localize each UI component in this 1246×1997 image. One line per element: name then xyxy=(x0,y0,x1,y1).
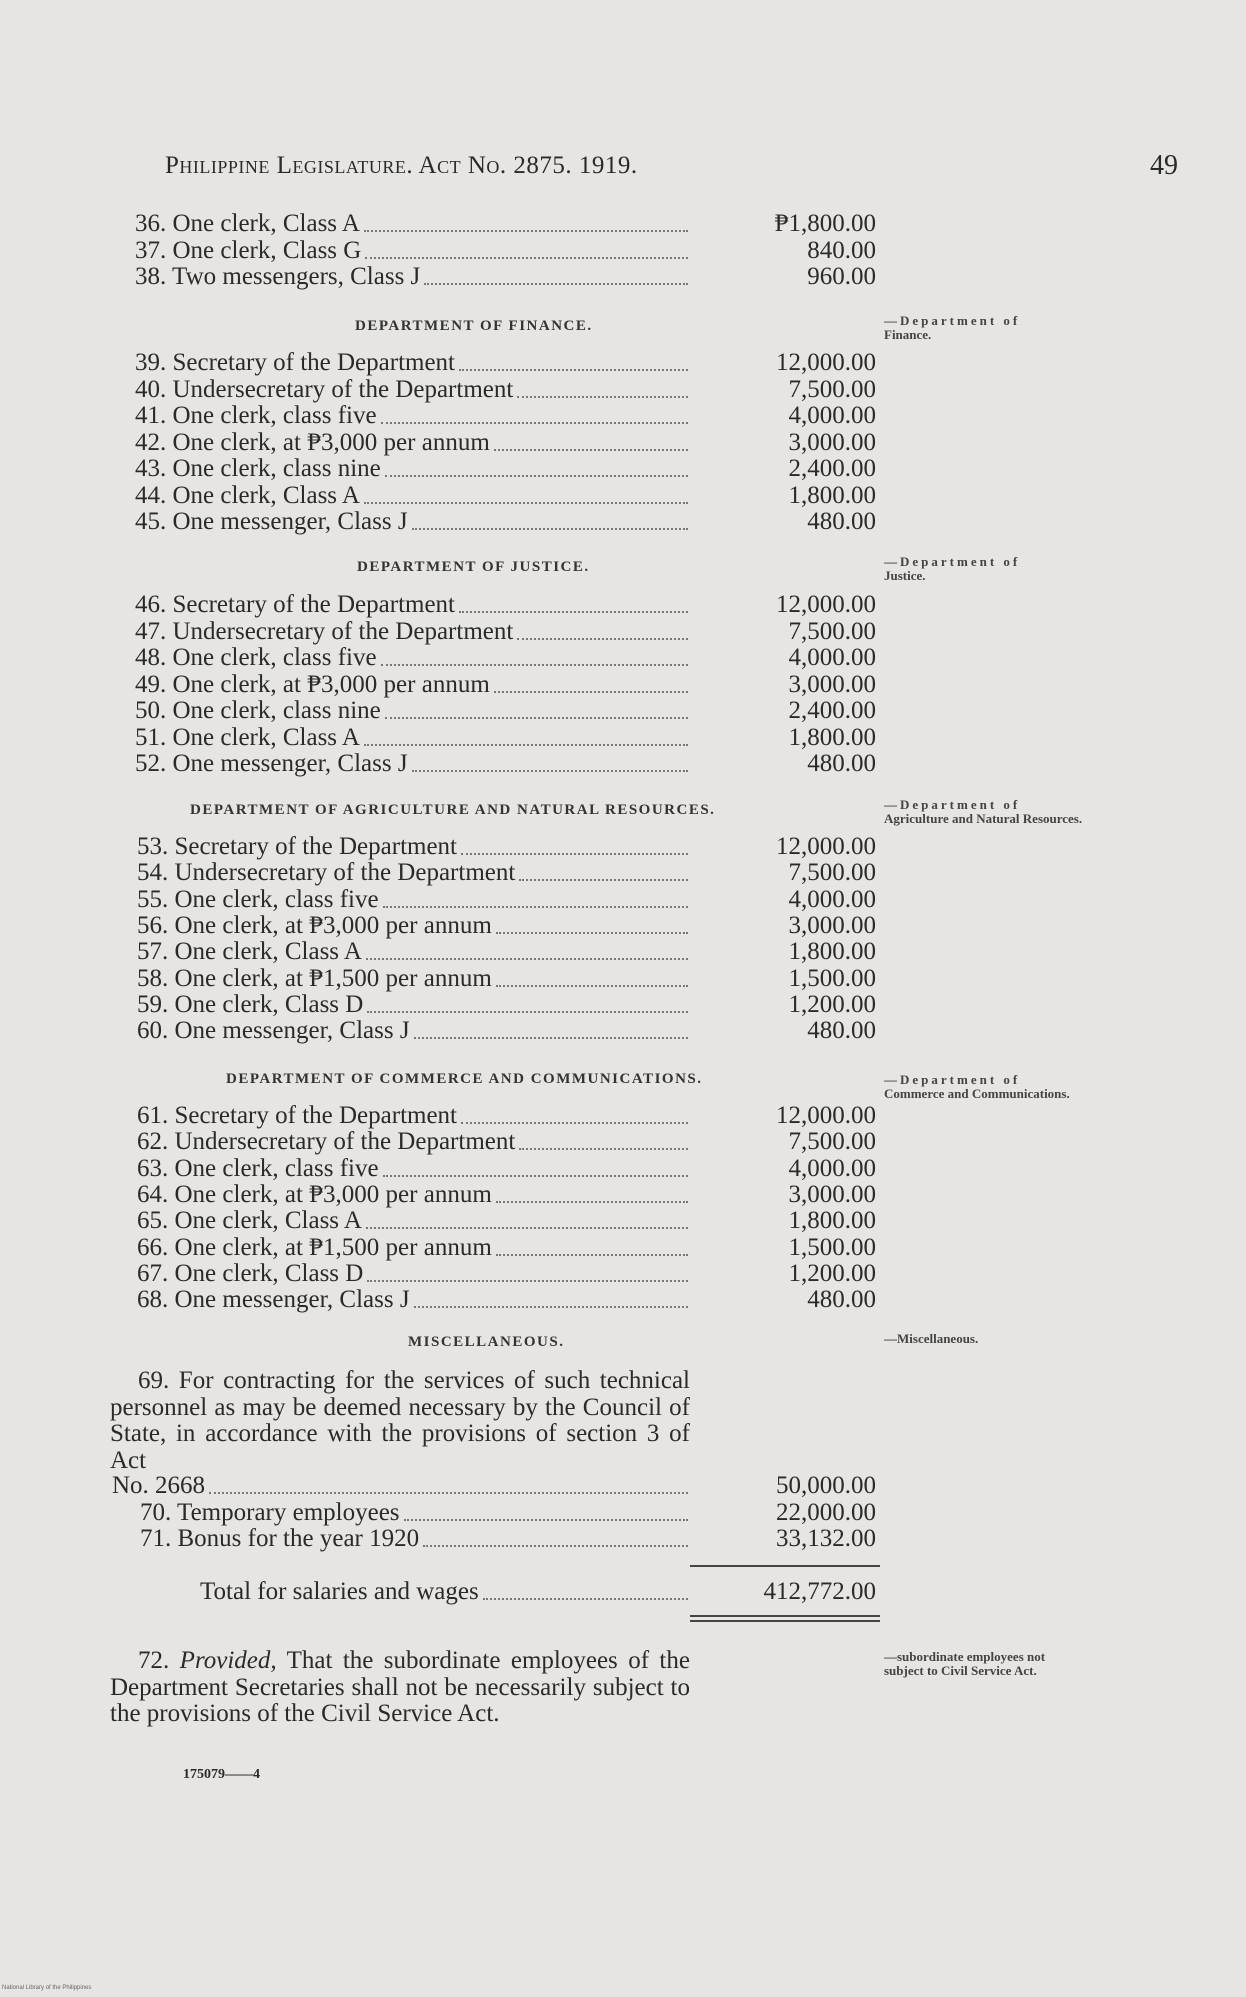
line-item xyxy=(0,833,1246,860)
dot-leader xyxy=(459,591,688,613)
item-amount: 3,000.00 xyxy=(788,670,876,698)
dot-leader xyxy=(496,965,688,987)
line-item xyxy=(0,429,1246,456)
item-amount: 12,000.00 xyxy=(776,833,876,860)
total-rule-top xyxy=(690,1565,880,1567)
item-amount: 480.00 xyxy=(807,750,876,777)
item-amount: 1,800.00 xyxy=(788,938,876,966)
line-item xyxy=(0,210,1246,237)
line-item xyxy=(0,965,1246,992)
item-amount: 12,000.00 xyxy=(776,1102,876,1129)
item-label: 39. Secretary of the Department xyxy=(135,349,456,376)
section-heading-miscellaneous: MISCELLANEOUS. xyxy=(408,1334,565,1350)
item-label: 61. Secretary of the Department xyxy=(137,1102,458,1129)
item-amount: 1,200.00 xyxy=(788,1259,876,1287)
dot-leader xyxy=(383,1155,688,1177)
item-amount: 1,200.00 xyxy=(788,990,876,1018)
item-amount: 50,000.00 xyxy=(776,1472,876,1499)
dot-leader xyxy=(385,455,688,477)
item-amount: 7,500.00 xyxy=(788,617,876,645)
dot-leader xyxy=(381,644,688,666)
line-item xyxy=(0,886,1246,913)
item-amount: 3,000.00 xyxy=(788,428,876,456)
dot-leader xyxy=(383,886,688,908)
item-label: 51. One clerk, Class A xyxy=(135,723,360,751)
line-item xyxy=(0,991,1246,1018)
item-label: 40. Undersecretary of the Department xyxy=(135,375,514,403)
item-label: 49. One clerk, at ₱3,000 per annum xyxy=(135,670,490,698)
dot-leader xyxy=(364,210,688,232)
line-item xyxy=(0,1234,1246,1261)
dot-leader xyxy=(519,859,688,881)
item-amount: 12,000.00 xyxy=(776,591,876,618)
line-item xyxy=(0,1155,1246,1182)
dot-leader xyxy=(517,618,688,640)
item-label: 65. One clerk, Class A xyxy=(137,1207,362,1235)
line-item xyxy=(0,349,1246,376)
item-amount: 33,132.00 xyxy=(776,1525,876,1552)
proviso-italic: Provided, xyxy=(179,1647,277,1674)
line-item xyxy=(0,1102,1246,1129)
dot-leader xyxy=(496,1234,688,1256)
item-label: 57. One clerk, Class A xyxy=(137,938,362,966)
item-amount: 480.00 xyxy=(807,1286,876,1314)
line-item xyxy=(0,1181,1246,1208)
dot-leader xyxy=(366,938,688,960)
margin-note-agriculture: —Department of Agriculture and Natural Resources. xyxy=(884,797,1083,826)
item-label: 67. One clerk, Class D xyxy=(137,1259,364,1287)
item-label: 70. Temporary employees xyxy=(140,1498,400,1526)
margin-note-civil-service: —subordinate employees not subject to Civil Service Act. xyxy=(884,1649,1046,1678)
total-rule-double-1 xyxy=(690,1615,880,1617)
dot-leader xyxy=(364,482,688,504)
item-amount: ₱1,800.00 xyxy=(774,210,876,237)
item-label: 48. One clerk, class five xyxy=(135,644,377,671)
item-label: 55. One clerk, class five xyxy=(137,885,379,913)
item-69-paragraph: 69. For contracting for the services of such technical personnel as may be deemed necessary by the Council of State, in accordance with the provisions of section 3 of Act xyxy=(110,1367,690,1474)
line-item xyxy=(0,263,1246,290)
dot-leader xyxy=(483,1578,688,1600)
item-amount: 1,800.00 xyxy=(788,723,876,751)
line-item xyxy=(0,618,1246,645)
item-label: 62. Undersecretary of the Department xyxy=(137,1128,516,1156)
total-label: Total for salaries and wages xyxy=(200,1578,479,1605)
running-title: Philippine Legislature. Act No. 2875. 1919. xyxy=(165,152,638,179)
item-label: 71. Bonus for the year 1920 xyxy=(140,1525,420,1552)
item-amount: 1,500.00 xyxy=(788,1233,876,1261)
dot-leader xyxy=(385,697,688,719)
dot-leader xyxy=(209,1472,688,1494)
item-amount: 4,000.00 xyxy=(788,644,876,671)
proviso-number: 72. xyxy=(138,1647,170,1674)
item-amount: 1,800.00 xyxy=(788,1207,876,1235)
dot-leader xyxy=(423,1525,688,1547)
item-amount: 7,500.00 xyxy=(788,859,876,887)
dot-leader xyxy=(366,1207,688,1229)
item-amount: 840.00 xyxy=(807,236,876,264)
dot-leader xyxy=(461,1102,688,1124)
dot-leader xyxy=(412,508,688,530)
item-label: 37. One clerk, Class G xyxy=(135,236,362,264)
item-label: 52. One messenger, Class J xyxy=(135,750,408,777)
item-label: 66. One clerk, at ₱1,500 per annum xyxy=(137,1233,492,1261)
item-amount: 7,500.00 xyxy=(788,1128,876,1156)
item-label: 50. One clerk, class nine xyxy=(135,697,381,724)
line-item xyxy=(0,1207,1246,1234)
item-amount: 3,000.00 xyxy=(788,911,876,939)
line-item xyxy=(0,1525,1246,1552)
margin-note-commerce: —Department of Commerce and Communications. xyxy=(884,1072,1070,1101)
item-label: 44. One clerk, Class A xyxy=(135,481,360,509)
item-amount: 12,000.00 xyxy=(776,349,876,376)
line-item xyxy=(0,912,1246,939)
section-heading-agriculture: DEPARTMENT OF AGRICULTURE AND NATURAL RESOURCES. xyxy=(190,802,716,818)
margin-note-finance: —Department of Finance. xyxy=(884,313,1021,342)
item-amount: 480.00 xyxy=(807,508,876,535)
dot-leader xyxy=(404,1499,688,1521)
line-item xyxy=(0,859,1246,886)
item-label: 45. One messenger, Class J xyxy=(135,508,408,535)
item-amount: 7,500.00 xyxy=(788,375,876,403)
line-item xyxy=(0,237,1246,264)
line-item xyxy=(0,1260,1246,1287)
line-item xyxy=(0,697,1246,724)
dot-leader xyxy=(494,671,688,693)
item-label: 42. One clerk, at ₱3,000 per annum xyxy=(135,428,490,456)
dot-leader xyxy=(494,429,688,451)
line-item xyxy=(0,1286,1246,1313)
item-amount: 1,500.00 xyxy=(788,964,876,992)
item-label: 47. Undersecretary of the Department xyxy=(135,617,514,645)
item-label: 56. One clerk, at ₱3,000 per annum xyxy=(137,911,492,939)
proviso-paragraph xyxy=(110,1648,690,1728)
total-row xyxy=(0,1578,1246,1605)
total-amount: 412,772.00 xyxy=(763,1578,876,1605)
dot-leader xyxy=(424,263,688,285)
dot-leader xyxy=(381,402,688,424)
dot-leader xyxy=(365,237,688,259)
line-item xyxy=(0,1472,1246,1499)
total-rule-double-2 xyxy=(690,1620,880,1622)
dot-leader xyxy=(519,1128,688,1150)
line-item xyxy=(0,750,1246,777)
line-item xyxy=(0,724,1246,751)
line-item xyxy=(0,455,1246,482)
line-item xyxy=(0,671,1246,698)
item-amount: 4,000.00 xyxy=(788,402,876,429)
item-amount: 2,400.00 xyxy=(788,697,876,724)
dot-leader xyxy=(496,912,688,934)
section-heading-commerce: DEPARTMENT OF COMMERCE AND COMMUNICATIONS. xyxy=(226,1071,703,1087)
item-label: 41. One clerk, class five xyxy=(135,402,377,429)
line-item xyxy=(0,376,1246,403)
dot-leader xyxy=(496,1181,688,1203)
line-item xyxy=(0,644,1246,671)
dot-leader xyxy=(517,376,688,398)
page-number: 49 xyxy=(1150,150,1178,181)
item-amount: 22,000.00 xyxy=(776,1498,876,1526)
library-credit: National Library of the Philippines xyxy=(2,1985,92,1991)
item-label: 60. One messenger, Class J xyxy=(137,1017,410,1045)
footer-print-code: 175079——4 xyxy=(183,1767,260,1782)
dot-leader xyxy=(414,1286,688,1308)
margin-note-miscellaneous: —Miscellaneous. xyxy=(884,1331,979,1346)
dot-leader xyxy=(367,1260,688,1282)
line-item xyxy=(0,402,1246,429)
item-amount: 480.00 xyxy=(807,1017,876,1045)
item-amount: 1,800.00 xyxy=(788,481,876,509)
item-label: 63. One clerk, class five xyxy=(137,1154,379,1182)
line-item xyxy=(0,1017,1246,1044)
item-label: 38. Two messengers, Class J xyxy=(135,263,421,290)
dot-leader xyxy=(364,724,688,746)
line-item xyxy=(0,591,1246,618)
line-item xyxy=(0,1499,1246,1526)
line-item xyxy=(0,938,1246,965)
item-label: 58. One clerk, at ₱1,500 per annum xyxy=(137,964,492,992)
margin-note-justice: —Department of Justice. xyxy=(884,554,1021,583)
item-label: 43. One clerk, class nine xyxy=(135,455,381,482)
line-item xyxy=(0,1128,1246,1155)
item-label: 59. One clerk, Class D xyxy=(137,990,364,1018)
item-amount: 960.00 xyxy=(807,263,876,290)
item-label: 36. One clerk, Class A xyxy=(135,210,360,237)
item-label: 53. Secretary of the Department xyxy=(137,833,458,860)
proviso-text: That the subordinate employees of the Department Secretaries shall not be necessarily subject to the provisions of the Civil Service Act. xyxy=(110,1647,690,1727)
line-item xyxy=(0,508,1246,535)
line-item xyxy=(0,482,1246,509)
dot-leader xyxy=(412,750,688,772)
dot-leader xyxy=(459,349,688,371)
dot-leader xyxy=(461,833,688,855)
dot-leader xyxy=(367,991,688,1013)
item-amount: 4,000.00 xyxy=(788,1154,876,1182)
item-amount: 2,400.00 xyxy=(788,455,876,482)
section-heading-finance: DEPARTMENT OF FINANCE. xyxy=(355,318,593,334)
item-label: No. 2668 xyxy=(112,1472,206,1499)
item-label: 68. One messenger, Class J xyxy=(137,1286,410,1314)
item-amount: 4,000.00 xyxy=(788,885,876,913)
section-heading-justice: DEPARTMENT OF JUSTICE. xyxy=(357,559,590,575)
dot-leader xyxy=(414,1017,688,1039)
item-label: 54. Undersecretary of the Department xyxy=(137,859,516,887)
item-label: 46. Secretary of the Department xyxy=(135,591,456,618)
item-amount: 3,000.00 xyxy=(788,1180,876,1208)
item-label: 64. One clerk, at ₱3,000 per annum xyxy=(137,1180,492,1208)
